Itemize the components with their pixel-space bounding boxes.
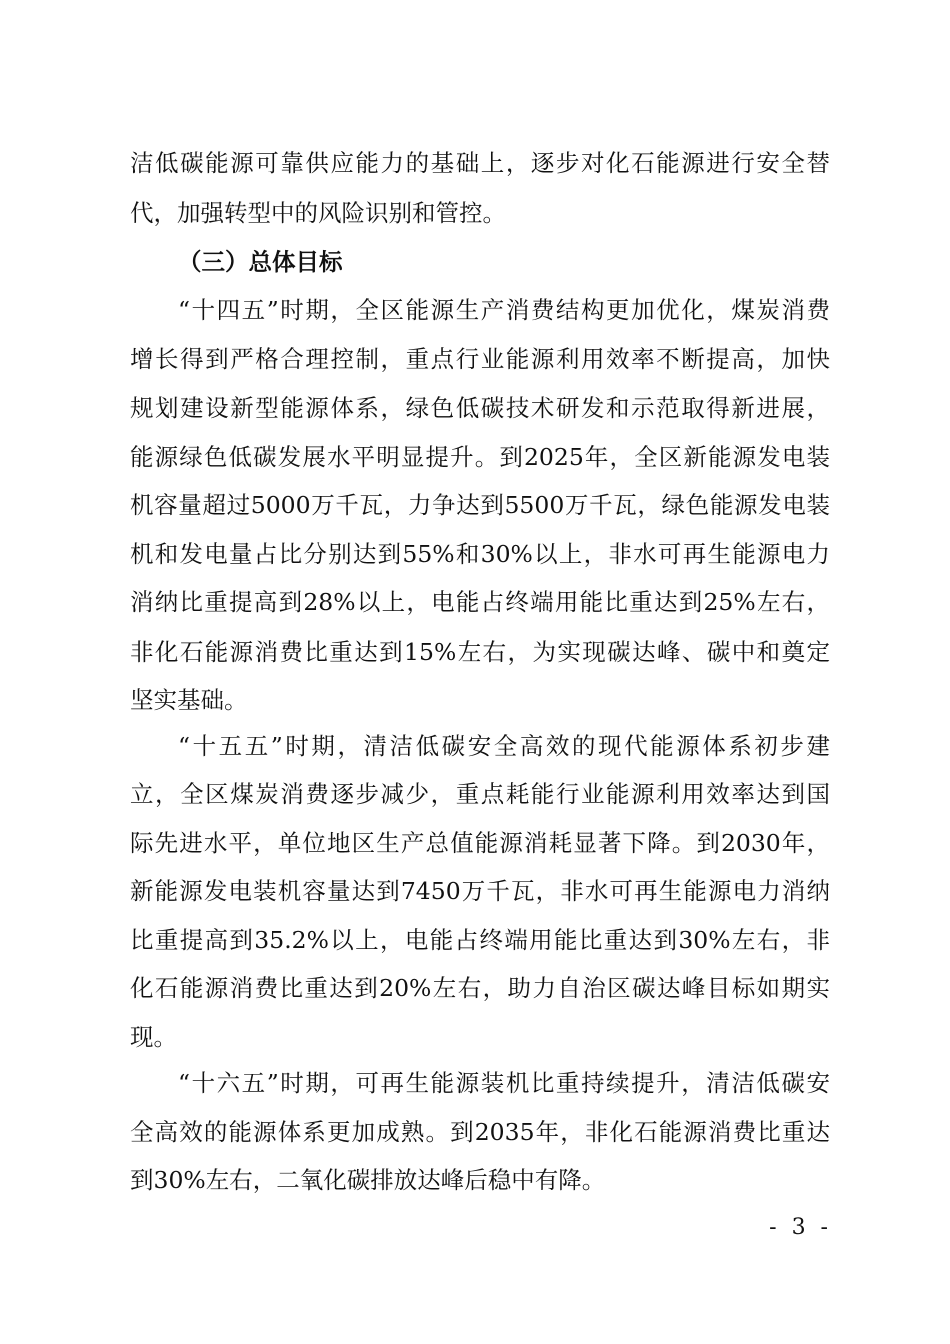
text-line: 比重提高到35.2%以上，电能占终端用能比重达到30%左右，非 xyxy=(130,926,830,954)
text-line: “十四五”时期，全区能源生产消费结构更加优化，煤炭消费 xyxy=(178,296,830,324)
text-line: 能源绿色低碳发展水平明显提升。到2025年，全区新能源发电装 xyxy=(130,443,830,471)
text-line: 消纳比重提高到28%以上，电能占终端用能比重达到25%左右， xyxy=(130,588,830,616)
text-line: 坚实基础。 xyxy=(130,686,248,714)
text-line: 增长得到严格合理控制，重点行业能源利用效率不断提高，加快 xyxy=(130,345,830,373)
text-line: 新能源发电装机容量达到7450万千瓦，非水可再生能源电力消纳 xyxy=(130,877,830,905)
page-number: - 3 - xyxy=(769,1215,832,1240)
text-line: 机和发电量占比分别达到55%和30%以上，非水可再生能源电力 xyxy=(130,540,830,568)
text-line: “十六五”时期，可再生能源装机比重持续提升，清洁低碳安 xyxy=(178,1069,830,1097)
text-line: 际先进水平，单位地区生产总值能源消耗显著下降。到2030年， xyxy=(130,829,830,857)
text-line: 代，加强转型中的风险识别和管控。 xyxy=(130,199,506,227)
text-line: 规划建设新型能源体系，绿色低碳技术研发和示范取得新进展， xyxy=(130,394,830,422)
text-line: 非化石能源消费比重达到15%左右，为实现碳达峰、碳中和奠定 xyxy=(130,638,830,666)
text-line: 立，全区煤炭消费逐步减少，重点耗能行业能源利用效率达到国 xyxy=(130,780,830,808)
text-line: 洁低碳能源可靠供应能力的基础上，逐步对化石能源进行安全替 xyxy=(130,149,830,177)
text-line: 机容量超过5000万千瓦，力争达到5500万千瓦，绿色能源发电装 xyxy=(130,491,830,519)
text-line: 全高效的能源体系更加成熟。到2035年，非化石能源消费比重达 xyxy=(130,1118,830,1146)
text-line: “十五五”时期，清洁低碳安全高效的现代能源体系初步建 xyxy=(178,732,830,760)
text-line: 化石能源消费比重达到20%左右，助力自治区碳达峰目标如期实 xyxy=(130,974,830,1002)
text-line: 到30%左右，二氧化碳排放达峰后稳中有降。 xyxy=(130,1166,606,1194)
section-heading: （三）总体目标 xyxy=(178,248,343,276)
text-line: 现。 xyxy=(130,1023,177,1051)
